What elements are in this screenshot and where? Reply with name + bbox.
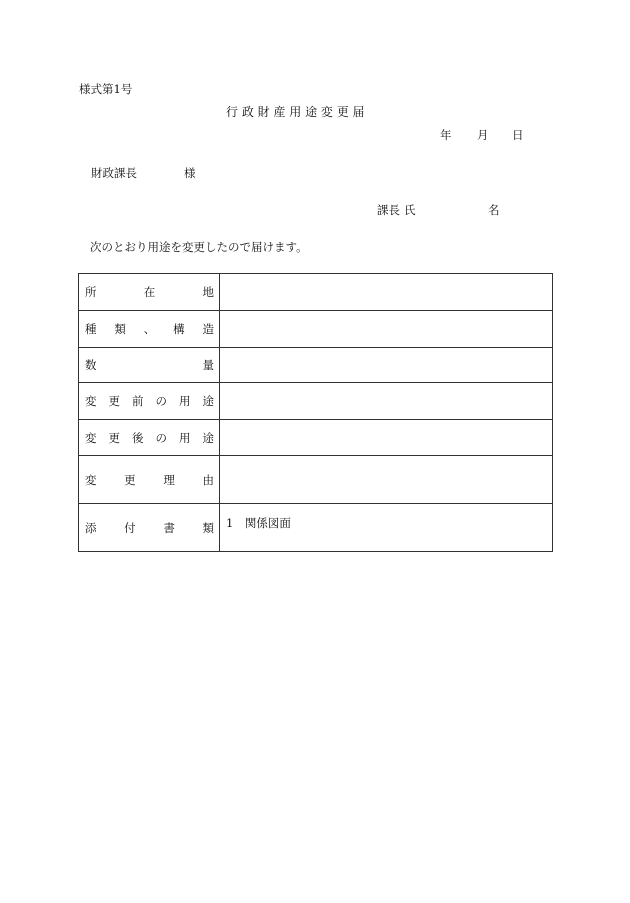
label-char: 付	[124, 520, 136, 535]
row-label-location	[79, 274, 220, 311]
label-char: 更	[108, 394, 120, 408]
date-month: 月	[477, 128, 489, 142]
label-char: 後	[132, 430, 144, 445]
label-char: 前	[132, 394, 144, 408]
label-char: 地	[202, 285, 214, 299]
row-value-text	[220, 383, 552, 394]
label-char: 類	[202, 520, 214, 535]
table-row-location	[79, 274, 553, 311]
label-char: 理	[163, 472, 175, 487]
label-char: 由	[202, 472, 214, 487]
row-value-use-before[interactable]	[220, 383, 553, 420]
label-char: 類	[114, 322, 126, 336]
row-label-text	[79, 284, 219, 300]
form-number: 様式第1号	[79, 82, 133, 96]
table-row-reason	[79, 456, 553, 504]
row-value-quantity[interactable]	[220, 348, 553, 383]
row-value-attachments[interactable]	[220, 504, 553, 552]
label-char: 更	[124, 472, 136, 487]
row-value-use-after[interactable]	[220, 420, 553, 456]
row-value-text	[220, 456, 552, 467]
label-char: 数	[85, 358, 97, 372]
row-value-location[interactable]	[220, 274, 553, 311]
label-char: 用	[179, 394, 191, 408]
label-char: の	[155, 394, 167, 408]
label-char: 変	[85, 394, 97, 408]
addressee	[91, 166, 196, 180]
row-label-text	[79, 472, 219, 488]
table-row-attachments	[79, 504, 553, 552]
row-label-text	[79, 520, 219, 536]
label-char: の	[155, 430, 167, 445]
label-char: 在	[143, 285, 156, 299]
label-char: 途	[202, 430, 214, 445]
label-char: 書	[163, 520, 175, 535]
label-char: 変	[85, 430, 97, 445]
row-label-text	[79, 393, 219, 409]
label-char: 途	[202, 394, 214, 408]
row-value-text	[220, 311, 552, 322]
label-char: 変	[85, 472, 97, 487]
label-char: 添	[85, 520, 97, 535]
row-value-text	[220, 420, 552, 431]
table-row-use-before	[79, 383, 553, 420]
signer-line	[377, 203, 500, 217]
table-row-quantity	[79, 348, 553, 383]
label-char: 更	[108, 430, 120, 445]
form-table	[78, 273, 553, 552]
row-label-use-before	[79, 383, 220, 420]
table-row-use-after	[79, 420, 553, 456]
signer-name-suffix: 名	[488, 203, 500, 217]
row-label-attachments	[79, 504, 220, 552]
date-year: 年	[440, 128, 452, 142]
label-char: 構	[173, 322, 185, 336]
row-label-text	[79, 321, 219, 337]
row-label-reason	[79, 456, 220, 504]
addressee-honorific: 様	[184, 166, 196, 180]
row-label-quantity	[79, 348, 220, 383]
intro-text: 次のとおり用途を変更したので届けます。	[90, 240, 308, 254]
row-label-text	[79, 430, 219, 446]
label-char: 量	[202, 358, 214, 372]
addressee-name: 財政課長	[91, 166, 137, 180]
row-label-use-after	[79, 420, 220, 456]
label-char: 、	[143, 322, 156, 336]
table-row-type-structure	[79, 311, 553, 348]
label-char: 造	[202, 322, 214, 336]
label-char: 種	[85, 322, 97, 336]
row-value-text: 1 関係図面	[226, 516, 291, 530]
row-value-text	[220, 274, 552, 285]
document-title: 行 政 財 産 用 途 変 更 届	[226, 105, 365, 119]
row-value-reason[interactable]	[220, 456, 553, 504]
row-label-text	[79, 357, 219, 373]
row-value-text	[220, 348, 552, 359]
date-line	[440, 128, 524, 142]
row-label-type-structure	[79, 311, 220, 348]
row-value-type-structure[interactable]	[220, 311, 553, 348]
label-char: 所	[85, 285, 97, 299]
date-day: 日	[512, 128, 524, 142]
signer-title: 課長	[377, 203, 400, 217]
label-char: 用	[179, 430, 191, 445]
signer-name-prefix: 氏	[404, 203, 416, 217]
